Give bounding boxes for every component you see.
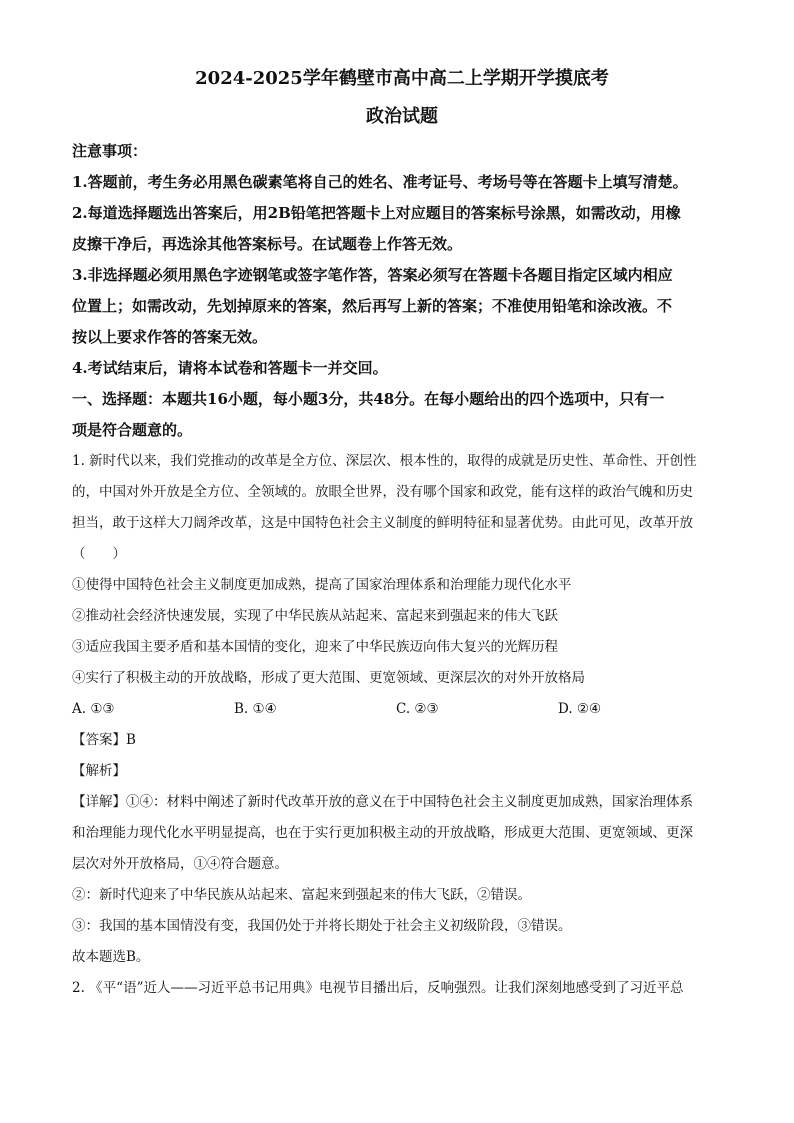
notice-line: 3.非选择题必须用黑色字迹钢笔或签字笔作答，答案必须写在答题卡各题目指定区域内相应 (72, 266, 673, 284)
section-line: 一、选择题：本题共16小题，每小题3分，共48分。在每小题给出的四个选项中，只有一 (72, 390, 665, 408)
section-heading (72, 384, 732, 446)
detail-line: 层次对外开放格局，①④符合题意。 (72, 856, 288, 872)
option-d: D. ②④ (558, 701, 602, 717)
notice-line: 皮擦干净后，再选涂其他答案标号。在试题卷上作答无效。 (72, 235, 463, 253)
question-stem-line: 2. 《平“语”近人——习近平总书记用典》电视节目播出后，反响强烈。让我们深刻地感受到了习近平总 (72, 980, 684, 996)
notice-line: 按以上要求作答的答案无效。 (72, 328, 268, 346)
notice-line: 2.每道选择题选出答案后，用2B铅笔把答题卡上对应题目的答案标号涂黑，如需改动，用橡 (72, 204, 681, 222)
exam-title: 2024-2025学年鹤壁市高中高二上学期开学摸底考 (195, 68, 609, 89)
detail-line: 故本题选B。 (72, 949, 150, 965)
notice-heading: 注意事项： (72, 142, 148, 160)
answer-label: 【答案】B (72, 732, 136, 748)
question-stem-line: 1. 新时代以来，我们党推动的改革是全方位、深层次、根本性的，取得的成就是历史性、革命性、开创性 (72, 453, 697, 469)
notice-block (72, 136, 732, 384)
statement-1: ①使得中国特色社会主义制度更加成熟，提高了国家治理体系和治理能力现代化水平 (72, 577, 572, 593)
answer-options (72, 694, 732, 725)
question-2 (72, 973, 732, 1004)
option-a: A. ①③ (72, 701, 115, 717)
statement-4: ④实行了积极主动的开放战略，形成了更大范围、更宽领域、更深层次的对外开放格局 (72, 670, 585, 686)
notice-line: 1.答题前，考生务必用黑色碳素笔将自己的姓名、准考证号、考场号等在答题卡上填写清楚。 (72, 173, 688, 191)
option-c: C. ②③ (396, 701, 439, 717)
detail-line: ③：我国的基本国情没有变，我国仍处于并将长期处于社会主义初级阶段，③错误。 (72, 918, 572, 934)
question-1 (72, 446, 732, 973)
notice-line: 位置上；如需改动，先划掉原来的答案，然后再写上新的答案；不准使用铅笔和涂改液。不 (72, 297, 673, 315)
question-stem-line: 的，中国对外开放是全方位、全领域的。放眼全世界，没有哪个国家和政党，能有这样的政治气魄和历史 (72, 484, 693, 500)
analysis-label: 【解析】 (72, 763, 126, 779)
notice-line: 4.考试结束后，请将本试卷和答题卡一并交回。 (72, 359, 388, 377)
answer-bracket: （ ） (72, 546, 126, 562)
option-b: B. ①④ (234, 701, 277, 717)
statement-2: ②推动社会经济快速发展，实现了中华民族从站起来、富起来到强起来的伟大飞跃 (72, 608, 558, 624)
detail-line: 【详解】①④：材料中阐述了新时代改革开放的意义在于中国特色社会主义制度更加成熟，国家治理体系 (72, 794, 693, 810)
statement-3: ③适应我国主要矛盾和基本国情的变化，迎来了中华民族迈向伟大复兴的光辉历程 (72, 639, 558, 655)
detail-line: 和治理能力现代化水平明显提高，也在于实行更加积极主动的开放战略，形成更大范围、更宽领域、更深 (72, 825, 693, 841)
detail-line: ②：新时代迎来了中华民族从站起来、富起来到强起来的伟大飞跃，②错误。 (72, 887, 531, 903)
question-stem-line: 担当，敢于这样大刀阔斧改革，这是中国特色社会主义制度的鲜明特征和显著优势。由此可见，改革开放 (72, 515, 693, 531)
exam-page (72, 66, 732, 1004)
exam-subject: 政治试题 (366, 106, 438, 127)
section-line: 项是符合题意的。 (72, 421, 193, 439)
